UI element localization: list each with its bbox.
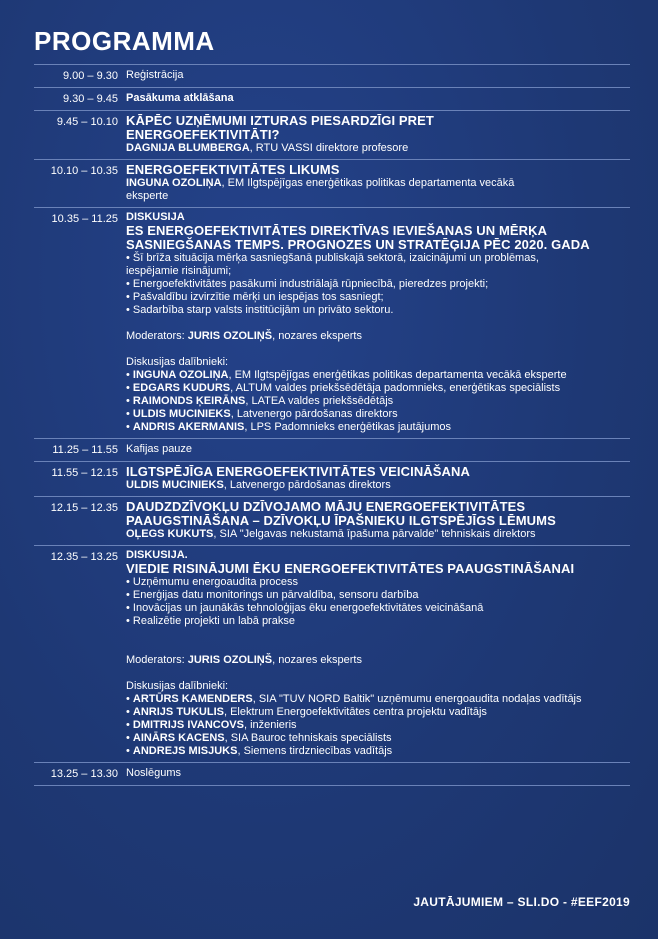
time-slot: 10.35 – 11.25 bbox=[51, 213, 118, 225]
participant-item bbox=[126, 421, 630, 434]
participant-name: AINĀRS KACENS bbox=[132, 732, 225, 744]
topic-item: • Energoefektivitātes pasākumi industriālajā rūpniecībā, pieredzes projekti; bbox=[126, 278, 630, 291]
participant-role: , LATEA valdes priekšsēdētājs bbox=[245, 395, 394, 407]
participant-list bbox=[126, 369, 630, 434]
participant-role: , inženieris bbox=[243, 719, 297, 731]
session-kicker: DISKUSIJA. bbox=[126, 549, 188, 561]
speaker-name: OĻEGS KUKUTS bbox=[126, 528, 214, 540]
speaker-role-continued: eksperte bbox=[126, 190, 169, 202]
schedule-row-discussion-2 bbox=[34, 545, 630, 762]
participant-role: , EM Ilgtspējīgas enerģētikas politikas departamenta vecākā eksperte bbox=[228, 369, 567, 381]
participant-item bbox=[126, 382, 630, 395]
moderator-role: , nozares eksperts bbox=[272, 330, 362, 342]
session-label: Kafijas pauze bbox=[126, 443, 193, 455]
moderator-role: , nozares eksperts bbox=[272, 654, 362, 666]
session-heading-line: ES ENERGOEFEKTIVITĀTES DIREKTĪVAS IEVIEŠANAS UN MĒRĶA bbox=[126, 223, 548, 238]
time-slot: 12.35 – 13.25 bbox=[50, 551, 118, 563]
session-label: Pasākuma atklāšana bbox=[126, 92, 234, 104]
topic-item: • Šī brīža situācija mērķa sasniegšanā publiskajā sektorā, izaicinājumi un problēmas, bbox=[126, 252, 630, 265]
participant-name: ARTŪRS KAMENDERS bbox=[132, 693, 253, 705]
topic-item: • Inovācijas un jaunākās tehnoloģijas ēku energoefektivitātes veicināšanā bbox=[126, 602, 630, 615]
topic-item: • Pašvaldību izvirzītie mērķi un iespējas tos sasniegt; bbox=[126, 291, 630, 304]
participant-item bbox=[126, 369, 630, 382]
moderator bbox=[126, 330, 630, 343]
time-slot: 13.25 – 13.30 bbox=[50, 768, 118, 780]
participant-role: , ALTUM valdes priekšsēdētāja padomnieks, enerģētikas speciālists bbox=[230, 382, 561, 394]
speaker-name: INGUNA OZOLIŅA bbox=[126, 177, 222, 189]
participant-name: RAIMONDS ĶEIRĀNS bbox=[132, 395, 246, 407]
participant-role: , Siemens tirdzniecības vadītājs bbox=[237, 745, 393, 757]
participants-label: Diskusijas dalībnieki: bbox=[126, 680, 229, 692]
participant-role: , SIA Bauroc tehniskais speciālists bbox=[224, 732, 392, 744]
schedule-row-session-4 bbox=[34, 461, 630, 496]
participant-item bbox=[126, 732, 630, 745]
topic-list bbox=[126, 278, 630, 317]
topic-item: • Realizētie projekti un labā prakse bbox=[126, 615, 630, 628]
session-heading-line: ILGTSPĒJĪGA ENERGOEFEKTIVITĀTES VEICINĀŠANA bbox=[126, 464, 471, 479]
speaker bbox=[126, 479, 630, 492]
participant-item bbox=[126, 719, 630, 732]
speaker bbox=[126, 142, 630, 155]
schedule-row-closing bbox=[34, 762, 630, 786]
schedule-row-session-1 bbox=[34, 110, 630, 159]
schedule-row-registration bbox=[34, 64, 630, 87]
time-slot: 11.25 – 11.55 bbox=[52, 444, 118, 456]
schedule-row-session-5 bbox=[34, 496, 630, 545]
session-heading-line: PAAUGSTINĀŠANA – DZĪVOKĻU ĪPAŠNIEKU ILGTSPĒJĪGS LĒMUMS bbox=[126, 513, 556, 528]
moderator-label: Moderators: bbox=[126, 654, 188, 666]
participant-name: ANRIJS TUKULIS bbox=[132, 706, 224, 718]
footer-hashtag: JAUTĀJUMIEM – SLI.DO - #EEF2019 bbox=[413, 895, 630, 909]
time-slot: 9.00 – 9.30 bbox=[62, 70, 118, 82]
schedule-row-opening bbox=[34, 87, 630, 110]
time-slot: 9.30 – 9.45 bbox=[62, 93, 118, 105]
participant-item bbox=[126, 745, 630, 758]
schedule-row-coffee-break bbox=[34, 438, 630, 461]
time-slot: 11.55 – 12.15 bbox=[51, 467, 118, 479]
topic-list bbox=[126, 252, 630, 265]
speaker bbox=[126, 177, 630, 190]
session-heading-line: ENERGOEFEKTIVITĀTES LIKUMS bbox=[126, 162, 340, 177]
moderator-name: JURIS OZOLIŅŠ bbox=[187, 654, 273, 666]
topic-item: • Uzņēmumu energoaudita process bbox=[126, 576, 630, 589]
schedule-row-discussion-1 bbox=[34, 207, 630, 438]
participant-item bbox=[126, 395, 630, 408]
participant-item bbox=[126, 408, 630, 421]
page-title: PROGRAMMA bbox=[34, 26, 215, 56]
schedule-table bbox=[34, 64, 630, 786]
participants-label: Diskusijas dalībnieki: bbox=[126, 356, 229, 368]
session-label: Reģistrācija bbox=[126, 69, 184, 81]
speaker-role: , EM Ilgtspējīgas enerģētikas politikas departamenta vecākā bbox=[221, 177, 515, 189]
session-heading-line: SASNIEGŠANAS TEMPS. PROGNOZES UN STRATĒĢIJA PĒC 2020. GADA bbox=[126, 237, 590, 252]
time-slot: 10.10 – 10.35 bbox=[50, 165, 118, 177]
participant-name: EDGARS KUDURS bbox=[132, 382, 231, 394]
participant-role: , SIA "TUV NORD Baltik" uzņēmumu energoaudita nodaļas vadītājs bbox=[252, 693, 582, 705]
session-heading-line: VIEDIE RISINĀJUMI ĒKU ENERGOEFEKTIVITĀTES PAAUGSTINĀŠANAI bbox=[126, 561, 575, 576]
session-label: Noslēgums bbox=[126, 767, 182, 779]
participant-role: , LPS Padomnieks enerģētikas jautājumos bbox=[244, 421, 452, 433]
speaker bbox=[126, 528, 630, 541]
participant-list bbox=[126, 693, 630, 758]
session-kicker: DISKUSIJA bbox=[126, 211, 185, 223]
session-heading-line: KĀPĒC UZŅĒMUMI IZTURAS PIESARDZĪGI PRET bbox=[126, 113, 434, 128]
speaker-role: , Latvenergo pārdošanas direktors bbox=[223, 479, 391, 491]
participant-item bbox=[126, 693, 630, 706]
participant-item bbox=[126, 706, 630, 719]
participant-name: ANDRIS AKERMANIS bbox=[132, 421, 245, 433]
schedule-row-session-2 bbox=[34, 159, 630, 207]
time-slot: 12.15 – 12.35 bbox=[50, 502, 118, 514]
moderator-label: Moderators: bbox=[126, 330, 188, 342]
participant-name: INGUNA OZOLIŅA bbox=[132, 369, 229, 381]
participant-name: ANDREJS MISJUKS bbox=[132, 745, 238, 757]
session-heading-line: ENERGOEFEKTIVITĀTI? bbox=[126, 127, 280, 142]
speaker-name: DAGNIJA BLUMBERGA bbox=[126, 142, 250, 154]
participant-name: DMITRIJS IVANCOVS bbox=[132, 719, 244, 731]
topic-item: • Sadarbība starp valsts institūcijām un privāto sektoru. bbox=[126, 304, 630, 317]
time-slot: 9.45 – 10.10 bbox=[56, 116, 118, 128]
speaker-name: ULDIS MUCINIEKS bbox=[126, 479, 224, 491]
session-heading-line: DAUDZDZĪVOKĻU DZĪVOJAMO MĀJU ENERGOEFEKTIVITĀTES bbox=[126, 499, 526, 514]
speaker-role: , SIA "Jelgavas nekustamā īpašuma pārvalde" tehniskais direktors bbox=[213, 528, 536, 540]
topic-item: • Enerģijas datu monitorings un pārvaldība, sensoru darbība bbox=[126, 589, 630, 602]
participant-role: , Latvenergo pārdošanas direktors bbox=[230, 408, 398, 420]
topic-list bbox=[126, 576, 630, 628]
moderator bbox=[126, 654, 630, 667]
participant-role: , Elektrum Energoefektivitātes centra projektu vadītājs bbox=[223, 706, 487, 718]
moderator-name: JURIS OZOLIŅŠ bbox=[187, 330, 273, 342]
speaker-role: , RTU VASSI direktore profesore bbox=[249, 142, 409, 154]
participant-name: ULDIS MUCINIEKS bbox=[132, 408, 231, 420]
topic-item-continued: iespējamie risinājumi; bbox=[126, 265, 232, 277]
